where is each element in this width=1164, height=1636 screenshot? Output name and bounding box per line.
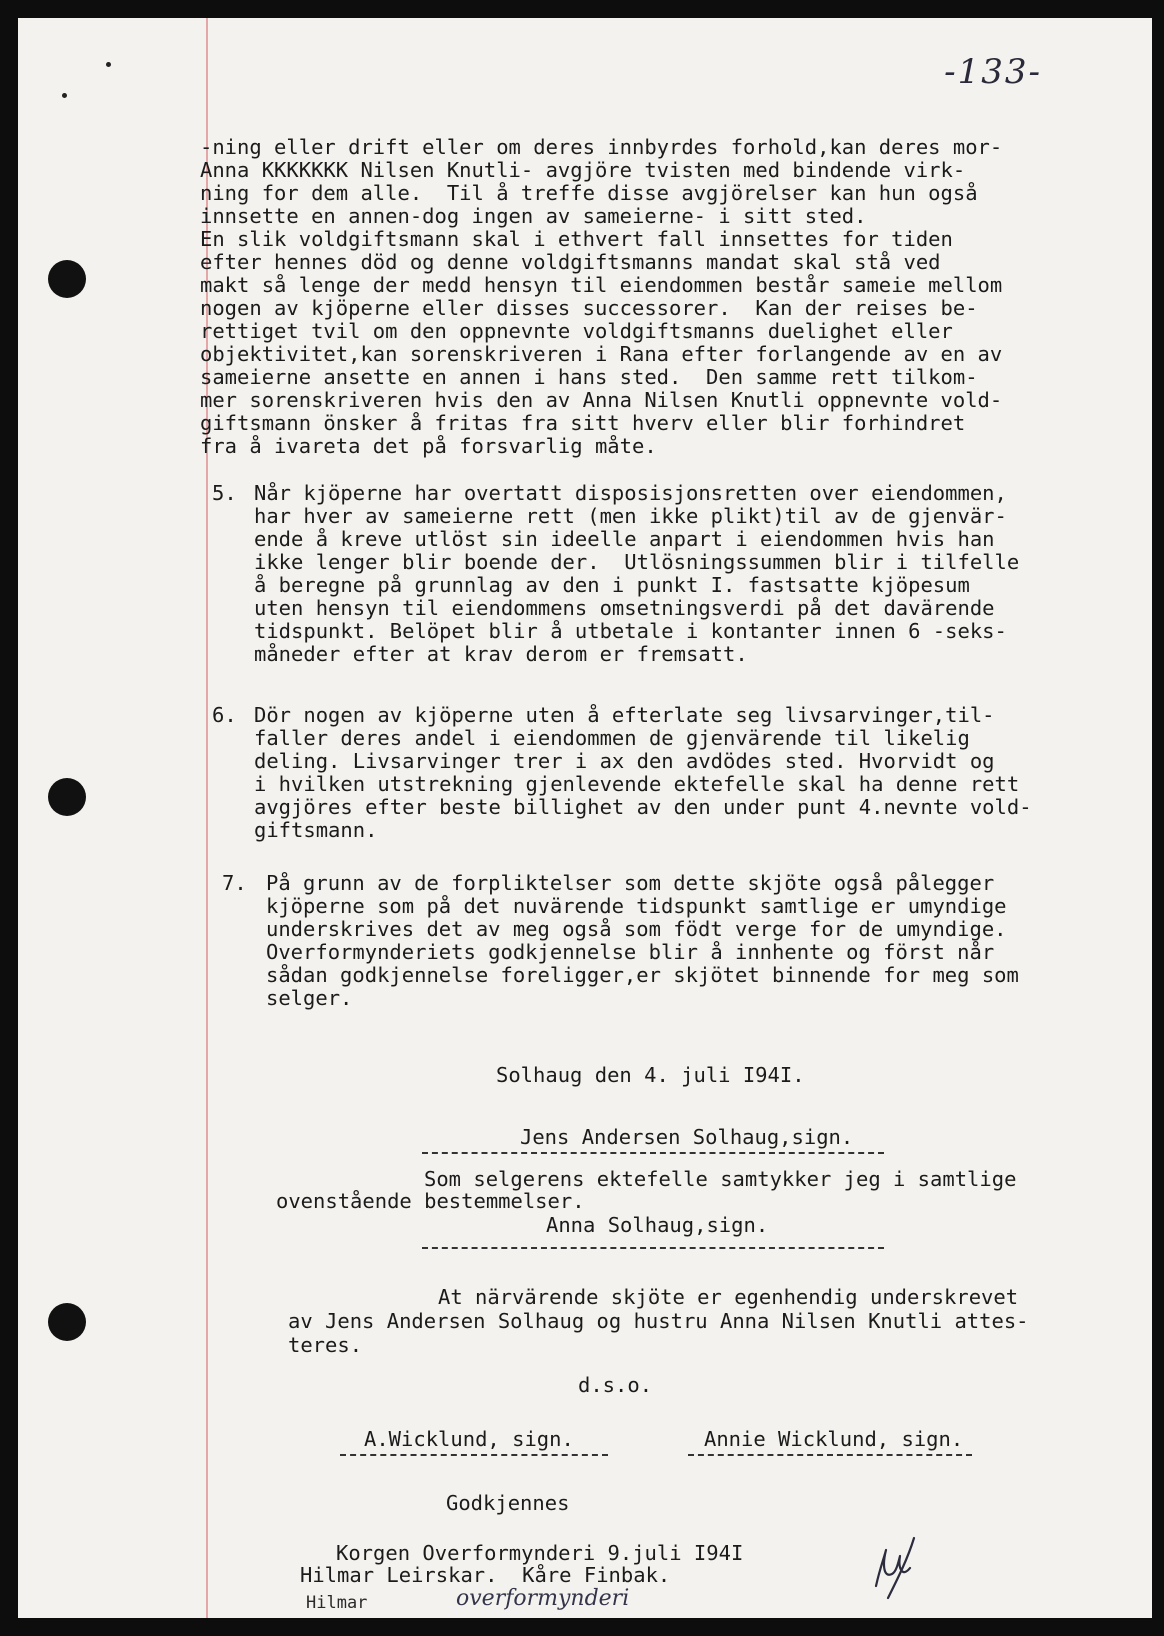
text-line: nogen av kjöperne eller disses successorer. Kan der reises be-: [200, 296, 978, 320]
text-line: uten hensyn til eiendommens omsetningsverdi på det davärende: [254, 596, 995, 620]
handwritten-initials: Hilmar: [306, 1593, 368, 1613]
punch-hole: [48, 260, 86, 298]
text-line: deling. Livsarvinger trer i ax den avdödes sted. Hvorvidt og: [254, 749, 995, 773]
text-line: Når kjöperne har overtatt disposisjonsretten over eiendommen,: [254, 481, 1007, 505]
text-line: Overformynderiets godkjennelse blir å innhente og först når: [266, 940, 995, 964]
text-line: Dör nogen av kjöperne uten å efterlate seg livsarvinger,til-: [254, 703, 995, 727]
text-line: kjöperne som på det nuvärende tidspunkt samtlige er umyndige: [266, 894, 1007, 918]
attestation-line: av Jens Andersen Solhaug og hustru Anna Nilsen Knutli attes-: [288, 1309, 1029, 1333]
spouse-signature: Anna Solhaug,sign.: [546, 1213, 769, 1237]
text-line: giftsmann.: [254, 818, 378, 842]
text-line: i hvilken utstrekning gjenlevende ektefelle skal ha denne rett: [254, 772, 1020, 796]
text-line: har hver av sameierne rett (men ikke plikt)til av de gjenvär-: [254, 504, 1007, 528]
page-number: -133-: [944, 52, 1042, 92]
clause-7: [266, 872, 1019, 1010]
text-line: En slik voldgiftsmann skal i ethvert fall innsettes for tiden: [200, 227, 953, 251]
ink-dot: [62, 93, 67, 98]
text-line: sameierne ansette en annen i hans sted. Den samme rett tilkom-: [200, 365, 978, 389]
clause-number: 7.: [222, 871, 247, 895]
place-date: Solhaug den 4. juli I94I.: [496, 1063, 805, 1087]
spouse-consent-line: Som selgerens ektefelle samtykker jeg i samtlige: [424, 1167, 1017, 1191]
text-line: makt så lenge der medd hensyn til eiendommen består sameie mellom: [200, 273, 1003, 297]
signature-line: [422, 1152, 884, 1154]
clause-6: [254, 704, 1032, 842]
clause-number: 5.: [212, 481, 237, 505]
signature-line: [340, 1454, 608, 1456]
text-line: fra å ivareta det på forsvarlig måte.: [200, 434, 657, 458]
text-line: tidspunkt. Belöpet blir å utbetale i kontanter innen 6 -seks-: [254, 619, 1007, 643]
text-line: giftsmann önsker å fritas fra sitt hverv eller blir forhindret: [200, 411, 966, 435]
text-line: selger.: [266, 986, 353, 1010]
document-page: [18, 18, 1152, 1618]
text-line: måneder efter at krav derom er fremsatt.: [254, 642, 748, 666]
witness-signature: Annie Wicklund, sign.: [704, 1427, 964, 1451]
text-line: efter hennes död og denne voldgiftsmanns mandat skal stå ved: [200, 250, 941, 274]
text-line: Anna KKKKKKK Nilsen Knutli- avgjöre tvisten med bindende virk-: [200, 158, 966, 182]
handwritten-note: overformynderi: [456, 1586, 630, 1611]
intro-paragraph: [200, 136, 1002, 458]
text-line: ning for dem alle. Til å treffe disse avgjörelser kan hun også: [200, 181, 978, 205]
text-line: objektivitet,kan sorenskriveren i Rana efter forlangende av en av: [200, 342, 1003, 366]
text-line: faller deres andel i eiendommen de gjenvärende til likelig: [254, 726, 970, 750]
attestation-line: At närvärende skjöte er egenhendig underskrevet: [438, 1285, 1019, 1309]
signature-line: [688, 1454, 972, 1456]
punch-hole: [48, 778, 86, 816]
text-line: sådan godkjennelse foreligger,er skjötet binnende for meg som: [266, 963, 1019, 987]
text-line: mer sorenskriveren hvis den av Anna Nilsen Knutli oppnevnte vold-: [200, 388, 1003, 412]
signature-line: [422, 1247, 884, 1249]
ink-dot: [106, 62, 111, 67]
text-line: rettiget tvil om den oppnevnte voldgiftsmanns duelighet eller: [200, 319, 953, 343]
text-line: underskrives det av meg også som födt verge for de umyndige.: [266, 917, 1007, 941]
approval-line: Hilmar Leirskar. Kåre Finbak.: [300, 1563, 671, 1587]
seller-signature: Jens Andersen Solhaug,sign.: [520, 1125, 854, 1149]
text-line: avgjöres efter beste billighet av den under punt 4.nevnte vold-: [254, 795, 1032, 819]
punch-hole: [48, 1303, 86, 1341]
signature-mark: [858, 1528, 938, 1608]
spouse-consent-line: ovenstående bestemmelser.: [276, 1189, 585, 1213]
text-line: På grunn av de forpliktelser som dette skjöte også pålegger: [266, 871, 995, 895]
text-line: ende å kreve utlöst sin ideelle anpart i eiendommen hvis han: [254, 527, 995, 551]
text-line: ikke lenger blir boende der. Utlösningssummen blir i tilfelle: [254, 550, 1020, 574]
text-line: -ning eller drift eller om deres innbyrdes forhold,kan deres mor-: [200, 135, 1003, 159]
text-line: innsette en annen-dog ingen av sameierne- i sitt sted.: [200, 204, 867, 228]
approval-heading: Godkjennes: [446, 1491, 570, 1515]
witness-signature: A.Wicklund, sign.: [364, 1427, 574, 1451]
clause-number: 6.: [212, 703, 237, 727]
dso: d.s.o.: [578, 1373, 653, 1397]
text-line: å beregne på grunnlag av den i punkt I. fastsatte kjöpesum: [254, 573, 970, 597]
clause-5: [254, 482, 1019, 666]
approval-line: Korgen Overformynderi 9.juli I94I: [336, 1541, 744, 1565]
attestation-line: teres.: [288, 1333, 363, 1357]
